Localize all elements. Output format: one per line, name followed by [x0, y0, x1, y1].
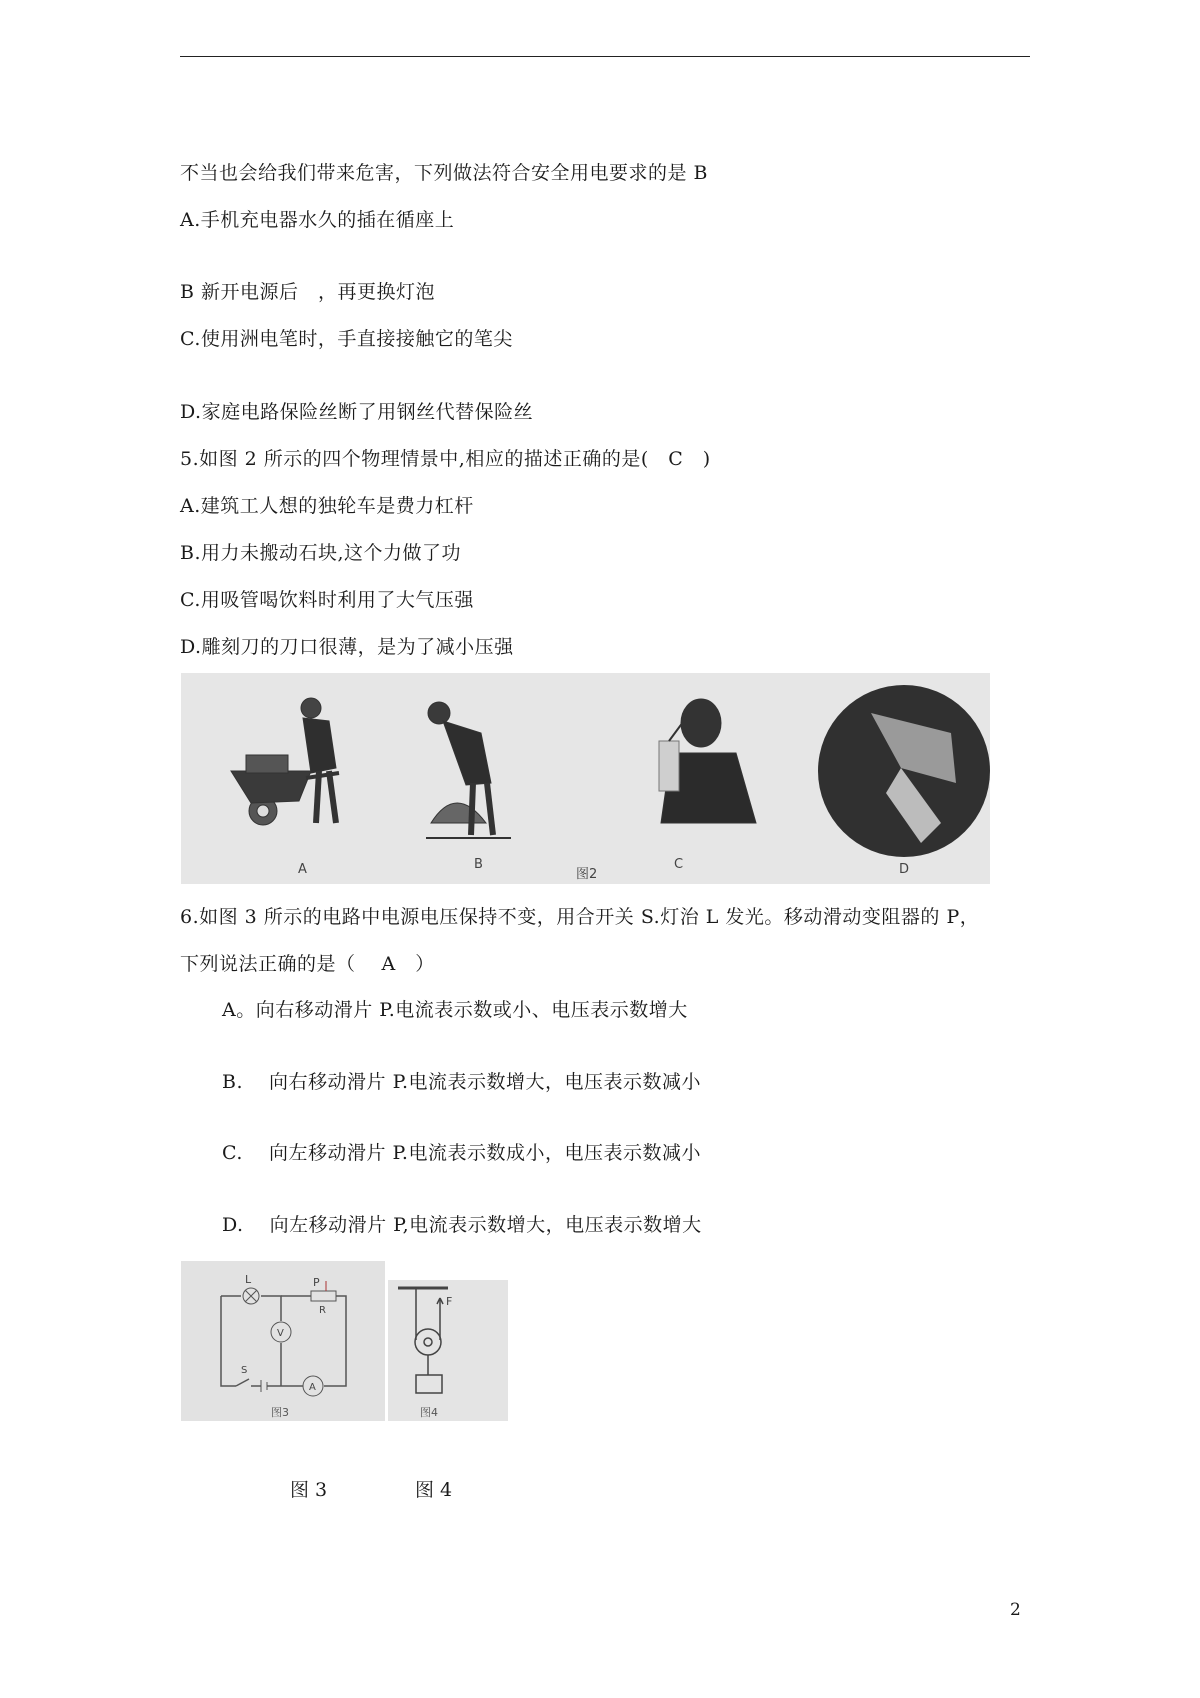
label-force: F: [446, 1295, 453, 1308]
q6-stem-line-1: 6.如图 3 所示的电路中电源电压保持不变，用合开关 S.灯治 L 发光。移动滑动变阻器的 P，: [180, 906, 980, 928]
q4-option-b: B 新开电源后 ，再更换灯泡: [180, 281, 436, 303]
figure-3-caption: 图 3: [290, 1479, 328, 1501]
figure-3-image: [181, 1261, 385, 1421]
circuit-diagram: [181, 1261, 385, 1421]
wheelbarrow-worker-illustration: [231, 698, 339, 825]
figure-3-inner-caption: 图3: [271, 1406, 289, 1419]
lifting-stone-illustration: [426, 702, 511, 838]
rheostat-symbol: [311, 1291, 336, 1301]
pulley-wheel: [415, 1329, 441, 1355]
figure-4-caption: 图 4: [415, 1479, 453, 1501]
q6-option-c: C. 向左移动滑片 P.电流表示数成小，电压表示数减小: [222, 1142, 701, 1164]
figure-2-label-c: C: [674, 857, 684, 872]
q4-stem-continued: 不当也会给我们带来危害，下列做法符合安全用电要求的是 B: [180, 162, 709, 184]
pulley-diagram: [388, 1280, 508, 1421]
figure-4-image: [388, 1280, 508, 1421]
figure-2-label-a: A: [298, 862, 307, 877]
q4-option-c: C.使用洲电笔时，手直接接触它的笔尖: [180, 328, 513, 350]
figure-2-label-b: B: [474, 857, 483, 872]
q5-stem: 5.如图 2 所示的四个物理情景中,相应的描述正确的是( C ): [180, 448, 711, 470]
q6-option-b: B. 向右移动滑片 P.电流表示数增大，电压表示数减小: [222, 1071, 702, 1093]
carving-knife-illustration: [818, 685, 990, 857]
header-rule: [180, 56, 1030, 57]
label-voltmeter: V: [277, 1328, 284, 1339]
figure-4-inner-caption: 图4: [420, 1406, 438, 1419]
q6-option-a: A。向右移动滑片 P.电流表示数或小、电压表示数增大: [222, 999, 688, 1021]
q6-stem-line-2: 下列说法正确的是（ A ）: [180, 953, 435, 975]
figure-2-image: [181, 673, 990, 884]
label-ammeter: A: [309, 1382, 316, 1393]
q5-option-d: D.雕刻刀的刀口很薄，是为了减小压强: [180, 636, 514, 658]
q4-option-d: D.家庭电路保险丝断了用钢丝代替保险丝: [180, 401, 534, 423]
q4-option-a: A.手机充电器水久的插在循座上: [180, 209, 455, 231]
figure-2-caption: 图2: [576, 867, 598, 882]
label-lamp: L: [245, 1273, 252, 1286]
label-slider: P: [313, 1276, 320, 1289]
drinking-straw-illustration: [659, 699, 756, 823]
figure-2-drawing: [181, 673, 990, 884]
q6-option-d: D. 向左移动滑片 P,电流表示数增大，电压表示数增大: [222, 1214, 702, 1236]
page-number: 2: [1010, 1600, 1021, 1620]
q5-option-c: C.用吸管喝饮料时利用了大气压强: [180, 589, 474, 611]
label-switch: S: [241, 1365, 248, 1376]
label-resistor: R: [319, 1305, 326, 1316]
q5-option-b: B.用力未搬动石块,这个力做了功: [180, 542, 462, 564]
figure-2-label-d: D: [899, 862, 910, 877]
q5-option-a: A.建筑工人想的独轮车是费力杠杆: [180, 495, 474, 517]
load-block: [416, 1375, 442, 1393]
